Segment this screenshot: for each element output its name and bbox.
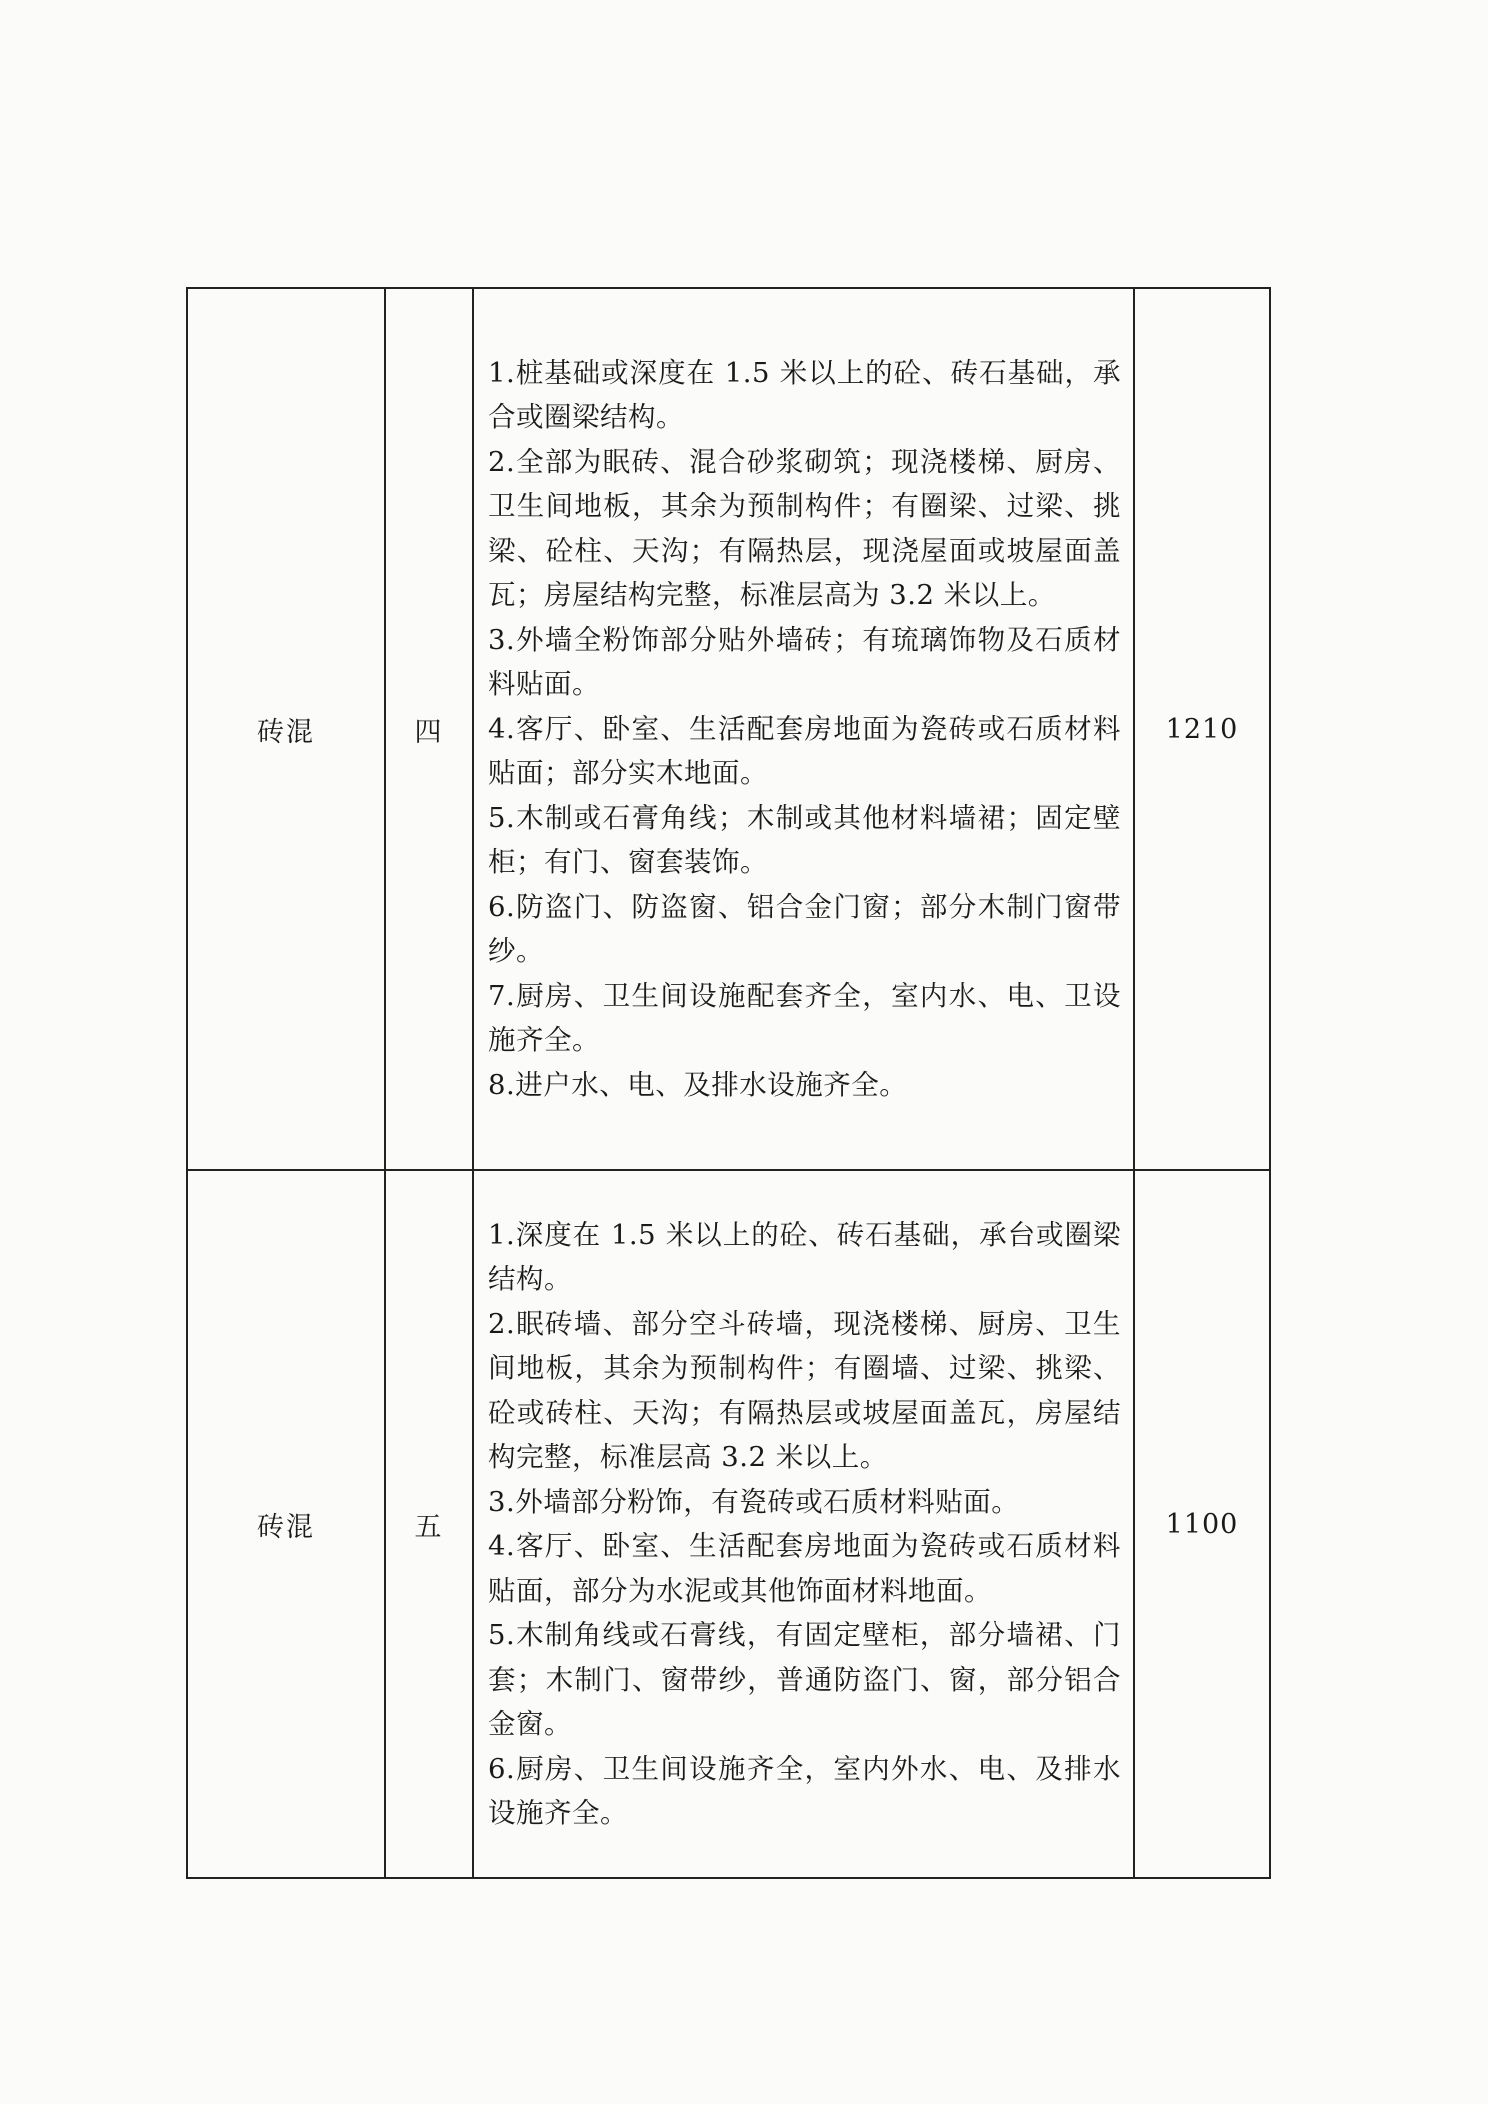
- table-row: [187, 1170, 1270, 1878]
- list-item: 2.眠砖墙、部分空斗砖墙，现浇楼梯、厨房、卫生间地板，其余为预制构件；有圈墙、过梁、挑梁、砼或砖柱、天沟；有隔热层或坡屋面盖瓦，房屋结构完整，标准层高 3.2 米以上。: [488, 1307, 1121, 1473]
- table-row: [187, 288, 1270, 1170]
- list-item: 6.防盗门、防盗窗、铝合金门窗；部分木制门窗带纱。: [488, 890, 1121, 968]
- list-item: 6.厨房、卫生间设施齐全，室内外水、电、及排水设施齐全。: [488, 1752, 1121, 1829]
- price-cell: 1100: [1134, 1170, 1270, 1878]
- list-item: 3.外墙部分粉饰，有瓷砖或石质材料贴面。: [488, 1485, 1020, 1518]
- list-item: 8.进户水、电、及排水设施齐全。: [488, 1068, 908, 1101]
- description-list: [488, 351, 1121, 1108]
- description-cell: [473, 1170, 1134, 1878]
- grade-cell: 四: [385, 288, 473, 1170]
- structure-type-cell: 砖混: [187, 288, 385, 1170]
- list-item: 1.桩基础或深度在 1.5 米以上的砼、砖石基础，承合或圈梁结构。: [488, 356, 1121, 434]
- list-item: 3.外墙全粉饰部分贴外墙砖；有琉璃饰物及石质材料贴面。: [488, 623, 1121, 701]
- list-item: 5.木制角线或石膏线，有固定壁柜，部分墙裙、门套；木制门、窗带纱，普通防盗门、窗，部分铝合金窗。: [488, 1619, 1121, 1740]
- list-item: 4.客厅、卧室、生活配套房地面为瓷砖或石质材料贴面，部分为水泥或其他饰面材料地面。: [488, 1530, 1121, 1607]
- structure-type-cell: 砖混: [187, 1170, 385, 1878]
- grade-cell: 五: [385, 1170, 473, 1878]
- list-item: 2.全部为眠砖、混合砂浆砌筑；现浇楼梯、厨房、卫生间地板，其余为预制构件；有圈梁、过梁、挑梁、砼柱、天沟；有隔热层，现浇屋面或坡屋面盖瓦；房屋结构完整，标准层高为 3.2 米以上。: [488, 445, 1121, 612]
- list-item: 7.厨房、卫生间设施配套齐全，室内水、电、卫设施齐全。: [488, 979, 1121, 1057]
- list-item: 5.木制或石膏角线；木制或其他材料墙裙；固定壁柜；有门、窗套装饰。: [488, 801, 1121, 879]
- description-cell: [473, 288, 1134, 1170]
- list-item: 4.客厅、卧室、生活配套房地面为瓷砖或石质材料贴面；部分实木地面。: [488, 712, 1121, 790]
- price-cell: 1210: [1134, 288, 1270, 1170]
- list-item: 1.深度在 1.5 米以上的砼、砖石基础，承台或圈梁结构。: [488, 1218, 1121, 1295]
- description-list: [488, 1213, 1121, 1836]
- standards-table: [186, 287, 1271, 1879]
